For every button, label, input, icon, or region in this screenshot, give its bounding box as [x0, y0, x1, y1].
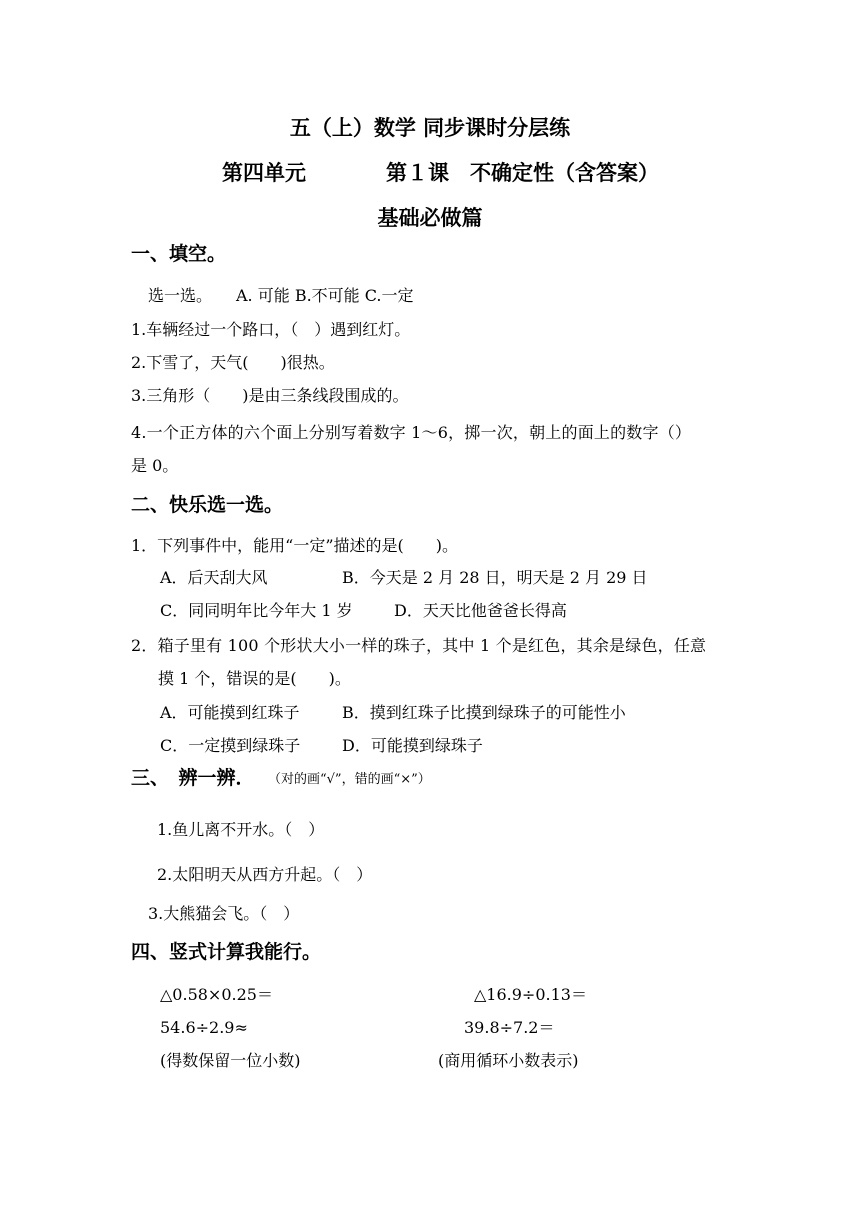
unit-label: 第四单元 [222, 161, 306, 185]
section-heading-multiple-choice: 二、快乐选一选。 [131, 494, 284, 516]
option-c: C．同同明年比今年大 1 岁 [160, 601, 353, 620]
section-note: （对的画“√”，错的画“×”） [268, 772, 431, 787]
statement-text: 1.鱼儿离不开水。（ ） [157, 820, 325, 839]
question-text: 3.三角形（ )是由三条线段围成的。 [131, 386, 409, 405]
question-text: 2.下雪了，天气( )很热。 [131, 353, 335, 372]
section-heading-fill-blank: 一、填空。 [131, 243, 227, 265]
question-text: 4.一个正方体的六个面上分别写着数字 1～6，掷一次，朝上的面上的数字（） [131, 423, 692, 442]
question-text: 1.车辆经过一个路口，（ ）遇到红灯。 [131, 320, 411, 339]
calc-problem: 39.8÷7.2＝ [464, 1018, 555, 1037]
option-d: D．可能摸到绿珠子 [342, 736, 483, 755]
section-heading-true-false: 三、 辨一辨． [131, 767, 255, 789]
option-a: A．可能摸到红珠子 [160, 703, 300, 722]
option-a: A．后天刮大风 [160, 568, 268, 587]
page-title: 五（上）数学 同步课时分层练 [289, 116, 571, 140]
calc-note: (商用循环小数表示) [438, 1051, 579, 1070]
option-b: B．今天是 2 月 28 日，明天是 2 月 29 日 [342, 568, 648, 587]
choice-options: 选一选。 A. 可能 B.不可能 C.一定 [148, 286, 414, 305]
question-text: 2．箱子里有 100 个形状大小一样的珠子，其中 1 个是红色，其余是绿色，任意 [131, 636, 707, 655]
option-b: B．摸到红珠子比摸到绿珠子的可能性小 [342, 703, 626, 722]
statement-text: 2.太阳明天从西方升起。（ ） [157, 865, 373, 884]
question-text-continued: 摸 1 个，错误的是( )。 [158, 669, 351, 688]
calc-problem: 54.6÷2.9≈ [160, 1018, 248, 1037]
calc-note: (得数保留一位小数) [160, 1051, 301, 1070]
calc-problem: △0.58×0.25＝ [160, 985, 273, 1004]
question-text: 1．下列事件中，能用“一定”描述的是( )。 [131, 536, 459, 555]
level-title: 基础必做篇 [377, 206, 483, 230]
option-d: D．天天比他爸爸长得高 [394, 601, 567, 620]
question-text-continued: 是 0。 [131, 456, 179, 475]
lesson-title: 第１课 不确定性（含答案） [386, 161, 659, 185]
section-heading-vertical-calculation: 四、竖式计算我能行。 [131, 941, 322, 963]
calc-problem: △16.9÷0.13＝ [474, 985, 587, 1004]
statement-text: 3.大熊猫会飞。（ ） [148, 904, 300, 923]
option-c: C．一定摸到绿珠子 [160, 736, 301, 755]
